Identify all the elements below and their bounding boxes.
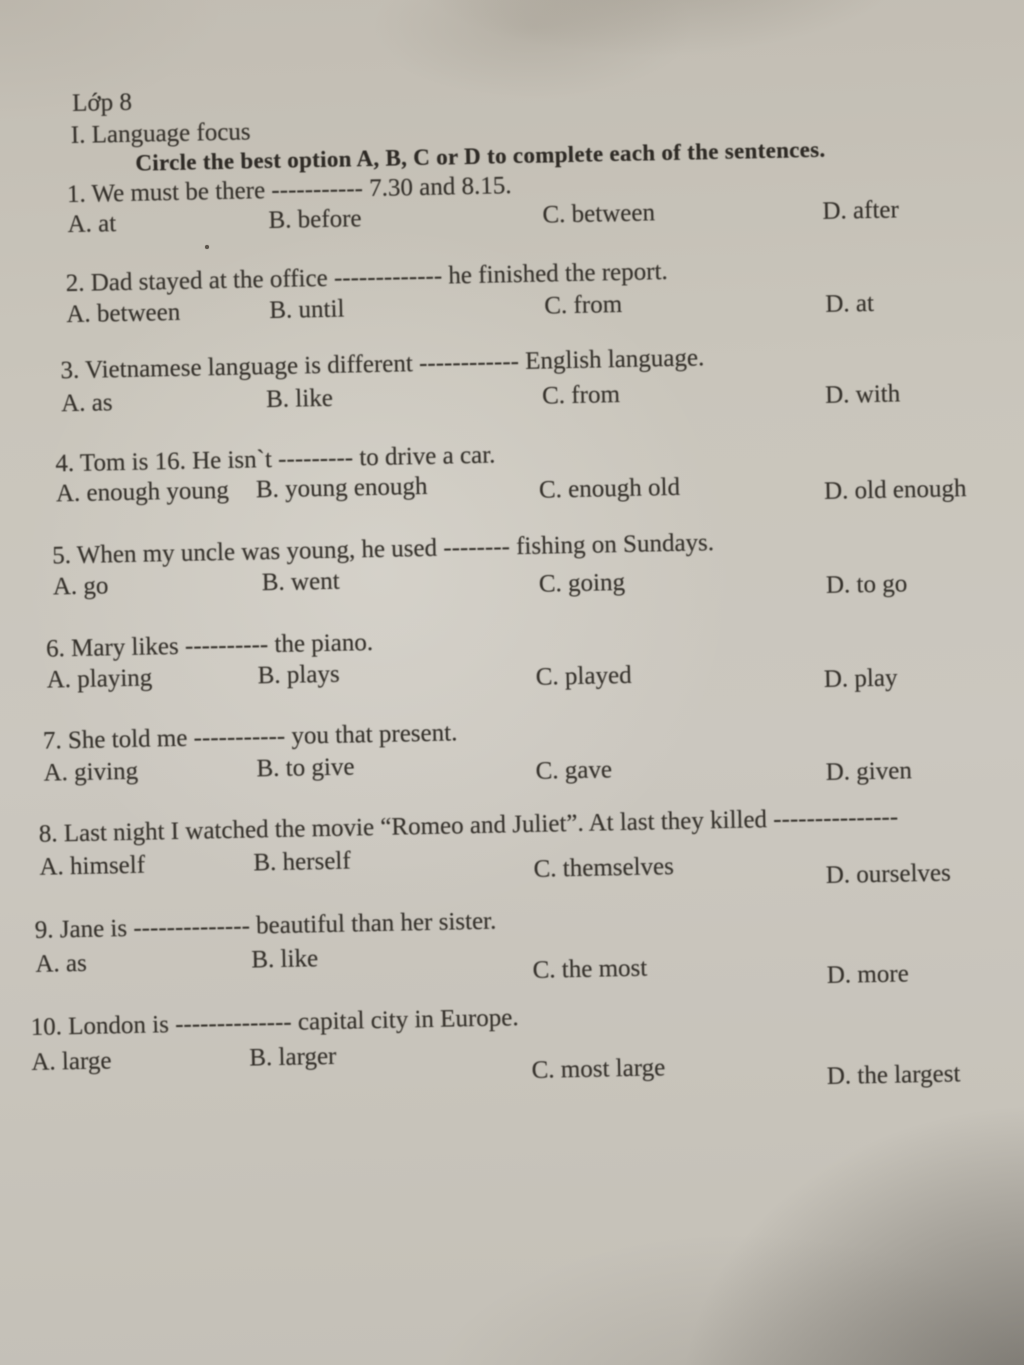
question-8-text: 8. Last night I watched the movie “Romeo and Juliet”. At last they killed --------------- — [38, 803, 899, 848]
question-9-option-a: A. as — [35, 949, 88, 978]
ink-speck — [205, 245, 209, 249]
question-7-option-b: B. to give — [256, 753, 355, 783]
question-9-option-c: C. the most — [532, 954, 648, 984]
question-6-option-a: A. playing — [46, 664, 153, 694]
question-4-option-c: C. enough old — [538, 473, 681, 504]
question-1-text: 1. We must be there ----------- 7.30 and 8.15. — [66, 172, 512, 209]
question-5-option-c: C. going — [538, 568, 626, 598]
question-10-option-b: B. larger — [249, 1042, 337, 1072]
question-10-text: 10. London is -------------- capital city in Europe. — [30, 1004, 519, 1041]
question-1-option-b: B. before — [268, 205, 362, 235]
question-1-option-d: D. after — [822, 196, 900, 225]
question-10-option-a: A. large — [31, 1047, 112, 1076]
question-3-option-a: A. as — [60, 389, 113, 418]
question-8-option-a: A. himself — [39, 851, 146, 881]
question-2 — [65, 258, 875, 329]
question-8 — [38, 803, 952, 889]
question-5-option-a: A. go — [52, 572, 109, 601]
question-2-option-d: D. at — [825, 289, 875, 318]
question-2-option-a: A. between — [66, 298, 181, 329]
question-7-option-a: A. giving — [43, 757, 139, 787]
instruction-line: Circle the best option A, B, C or D to complete each of the sentences. — [135, 136, 826, 176]
question-2-option-c: C. from — [544, 290, 623, 320]
question-6 — [45, 629, 898, 694]
question-9-text: 9. Jane is -------------- beautiful than her sister. — [34, 907, 497, 944]
question-7-option-c: C. gave — [535, 756, 613, 785]
question-1 — [66, 172, 900, 239]
question-9-option-d: D. more — [826, 960, 910, 989]
question-10-option-d: D. the largest — [826, 1060, 961, 1091]
question-5 — [51, 529, 908, 601]
question-3-option-b: B. like — [265, 384, 334, 414]
question-8-option-c: C. themselves — [533, 853, 675, 883]
question-3-option-d: D. with — [824, 380, 901, 409]
question-10-option-c: C. most large — [531, 1054, 666, 1084]
question-3-text: 3. Vietnamese language is different ------------ English language. — [60, 344, 705, 385]
question-6-option-c: C. played — [535, 661, 632, 691]
question-1-option-c: C. between — [542, 199, 656, 229]
question-2-text: 2. Dad stayed at the office ------------- he finished the report. — [65, 258, 668, 298]
question-5-option-b: B. went — [261, 567, 340, 597]
question-9 — [34, 907, 910, 989]
question-4-option-b: B. young enough — [255, 472, 428, 504]
question-1-option-a: A. at — [67, 210, 117, 239]
question-6-text: 6. Mary likes ---------- the piano. — [45, 629, 374, 663]
question-3 — [60, 344, 901, 418]
question-4-option-d: D. old enough — [823, 475, 967, 505]
question-6-option-d: D. play — [823, 664, 898, 693]
question-6-option-b: B. plays — [257, 660, 340, 690]
question-9-option-b: B. like — [251, 945, 319, 974]
question-7-option-d: D. given — [825, 757, 913, 786]
question-2-option-b: B. until — [269, 295, 345, 325]
question-4-option-a: A. enough young — [55, 476, 230, 508]
class-label: Lớp 8 — [71, 88, 133, 117]
question-5-text: 5. When my uncle was young, he used -------- fishing on Sundays. — [51, 529, 715, 570]
question-7-text: 7. She told me ----------- you that present. — [42, 719, 458, 755]
question-8-option-b: B. herself — [253, 847, 351, 877]
section-title: I. Language focus — [70, 118, 251, 149]
question-4 — [55, 441, 967, 508]
question-4-text: 4. Tom is 16. He isn`t --------- to drive a car. — [55, 441, 496, 478]
question-10 — [30, 1004, 961, 1091]
question-3-option-c: C. from — [541, 381, 621, 410]
question-7 — [42, 719, 913, 787]
question-8-option-d: D. ourselves — [825, 859, 952, 889]
question-5-option-d: D. to go — [825, 570, 908, 599]
